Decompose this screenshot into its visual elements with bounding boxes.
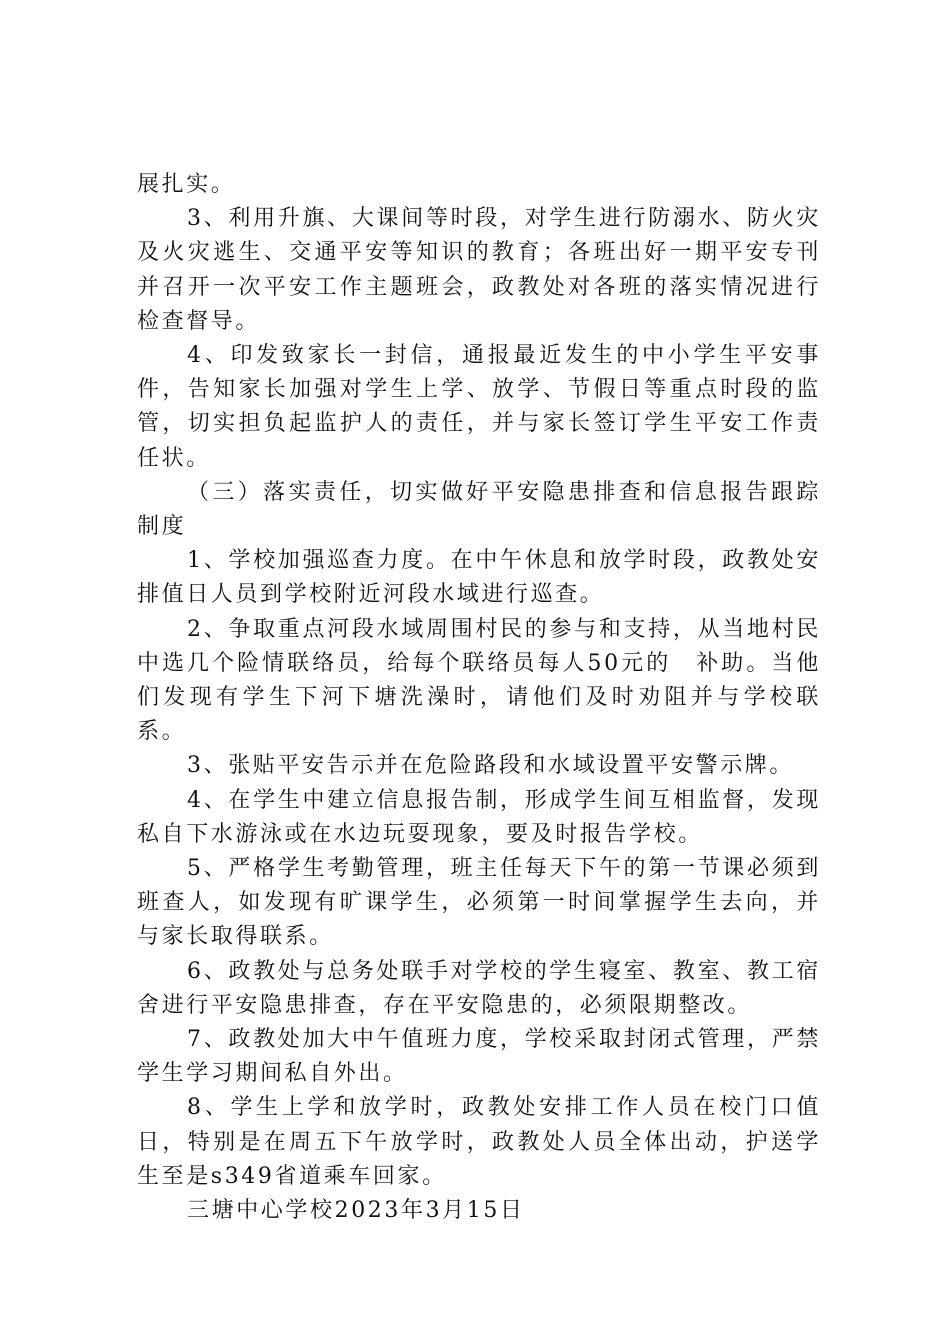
- paragraph-item-3b: 3、张贴平安告示并在危险路段和水域设置平安警示牌。: [187, 753, 794, 779]
- paragraph-item-8: 8、学生上学和放学时，政教处安排工作人员在校门口值日，特别是在周五下午放学时，政教处人员全体出动，护送学生至是s349省道乘车回家。: [137, 1095, 821, 1189]
- paragraph-item-2: 2、争取重点河段水域周围村民的参与和支持，从当地村民中选几个险情联络员，给每个联络员每人50元的 补助。当他们发现有学生下河下塘洗澡时，请他们及时劝阻并与学校联系。: [137, 616, 821, 745]
- paragraph-item-1: 1、学校加强巡查力度。在中午休息和放学时段，政教处安排值日人员到学校附近河段水域进行巡查。: [137, 548, 821, 608]
- paragraph-item-4b: 4、在学生中建立信息报告制，形成学生间互相监督，发现私自下水游泳或在水边玩耍现象，要及时报告学校。: [137, 787, 821, 847]
- paragraph-item-6: 6、政教处与总务处联手对学校的学生寝室、教室、教工宿舍进行平安隐患排查，存在平安隐患的，必须限期整改。: [137, 958, 821, 1018]
- document-body: [137, 168, 821, 1228]
- paragraph-continuation: 展扎实。: [137, 172, 236, 197]
- signature-date-line: 三塘中心学校2023年3月15日: [187, 1198, 525, 1224]
- paragraph-item-4: 4、印发致家长一封信，通报最近发生的中小学生平安事件，告知家长加强对学生上学、放学、节假日等重点时段的监管，切实担负起监护人的责任，并与家长签订学生平安工作责任状。: [137, 343, 821, 471]
- paragraph-item-7: 7、政教处加大中午值班力度，学校采取封闭式管理，严禁学生学习期间私自外出。: [137, 1027, 821, 1087]
- section-heading-3: （三）落实责任，切实做好平安隐患排查和信息报告跟踪制度: [137, 479, 821, 540]
- paragraph-item-5: 5、严格学生考勤管理，班主任每天下午的第一节课必须到班查人，如发现有旷课学生，必须第一时间掌握学生去向，并与家长取得联系。: [137, 856, 821, 950]
- paragraph-item-3: 3、利用升旗、大课间等时段，对学生进行防溺水、防火灾及火灾逃生、交通平安等知识的教育；各班出好一期平安专刊并召开一次平安工作主题班会，政教处对各班的落实情况进行检查督导。: [137, 206, 821, 334]
